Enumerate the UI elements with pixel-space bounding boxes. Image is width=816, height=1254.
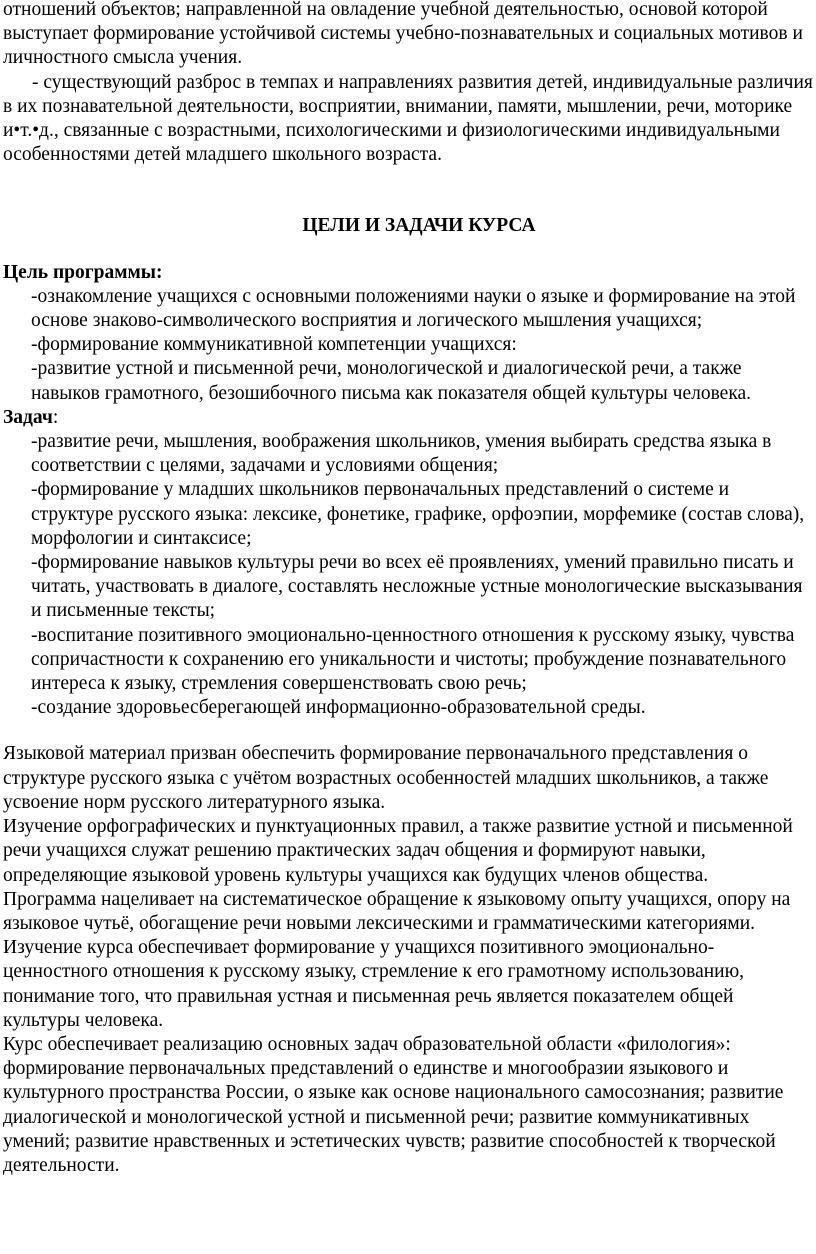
spacer — [0, 239, 816, 261]
tasks-label-colon: : — [52, 406, 59, 428]
task-item: -развитие речи, мышления, воображения школьников, умения выбирать средства языка в соответствии с целями, задачами и условиями общения; — [31, 431, 772, 477]
section-heading: ЦЕЛИ И ЗАДАЧИ КУРСА — [302, 215, 536, 237]
goal-label-text: Цель программы: — [3, 261, 163, 283]
body-paragraph: Языковой материал призван обеспечить формирование первоначального представления о структуре русского языка с учётом возрастных особенностей младших школьников, а также усвоение норм русского литературного языка. — [3, 743, 769, 813]
goal-item: -ознакомление учащихся с основными положениями науки о языке и формирование на этой основе знаково-символического восприятия и логического мышления учащихся; — [31, 285, 796, 332]
body-paragraph: Курс обеспечивает реализацию основных задач образовательной области «филология»: формирование первоначальных представлений о единстве и многообразии языкового и культурного пространства России, о языке как основе национального самосознания; развитие диалогической и монологической устной и письменной речи; развитие коммуникативных умений; развитие нравственных и эстетических чувств; развитие способностей к творческой деятельности. — [3, 1033, 784, 1176]
goal-label — [0, 261, 816, 285]
spacer — [0, 720, 816, 742]
spacer — [0, 167, 816, 214]
goal-item: -формирование коммуникативной компетенции учащихся: — [31, 334, 517, 356]
intro-paragraph: - существующий разброс в темпах и направлениях развития детей, индивидуальные различия в их познавательной деятельности, восприятии, внимании, памяти, мышлении, речи, моторике и•т.•д., связанные с возрастными, психологическими и физиологическими индивидуальными особенностями детей младшего школьного возраста. — [3, 71, 813, 166]
goal-item: -развитие устной и письменной речи, монологической и диалогической речи, а также навыков грамотного, безошибочного письма как показателя общей культуры человека. — [31, 358, 752, 404]
tasks-label-text: Задач — [3, 406, 53, 428]
intro-paragraph: отношений объектов; направленной на овладение учебной деятельностью, основой которой выступает формирование устойчивой системы учебно-познавательных и социальных мотивов и личностного смысла учения. — [3, 0, 803, 69]
tasks-label — [0, 406, 816, 430]
body-paragraph: Программа нацеливает на систематическое обращение к языковому опыту учащихся, опору на языковое чутьё, обогащение речи новыми лексическими и грамматическими категориями. — [3, 888, 791, 934]
task-item: -формирование навыков культуры речи во всех её проявлениях, умений правильно писать и читать, участвовать в диалоге, составлять несложные устные монологические высказывания и письменные тексты; — [31, 552, 803, 622]
task-item: -создание здоровьесберегающей информационно-образовательной среды. — [31, 697, 646, 719]
task-item: -формирование у младших школьников первоначальных представлений о системе и структуре русского языка: лексике, фонетике, графике, орфоэпии, морфемике (состав слова), морфологии и синтаксисе; — [31, 479, 805, 549]
body-paragraph: Изучение орфографических и пунктуационных правил, а также развитие устной и письменной речи учащихся служат решению практических задач общения и формируют навыки, определяющие языковой уровень культуры учащихся как будущих членов общества. — [3, 816, 793, 886]
body-paragraph: Изучение курса обеспечивает формирование у учащихся позитивного эмоционально-ценностного отношения к русскому языку, стремление к его грамотному использованию, понимание того, что правильная устная и письменная речь является показателем общей культуры человека. — [3, 937, 745, 1031]
task-item: -воспитание позитивного эмоционально-ценностного отношения к русскому языку, чувства сопричастности к сохранению его уникальности и чистоты; пробуждение познавательного интереса к языку, стремления совершенствовать свою речь; — [31, 624, 795, 695]
